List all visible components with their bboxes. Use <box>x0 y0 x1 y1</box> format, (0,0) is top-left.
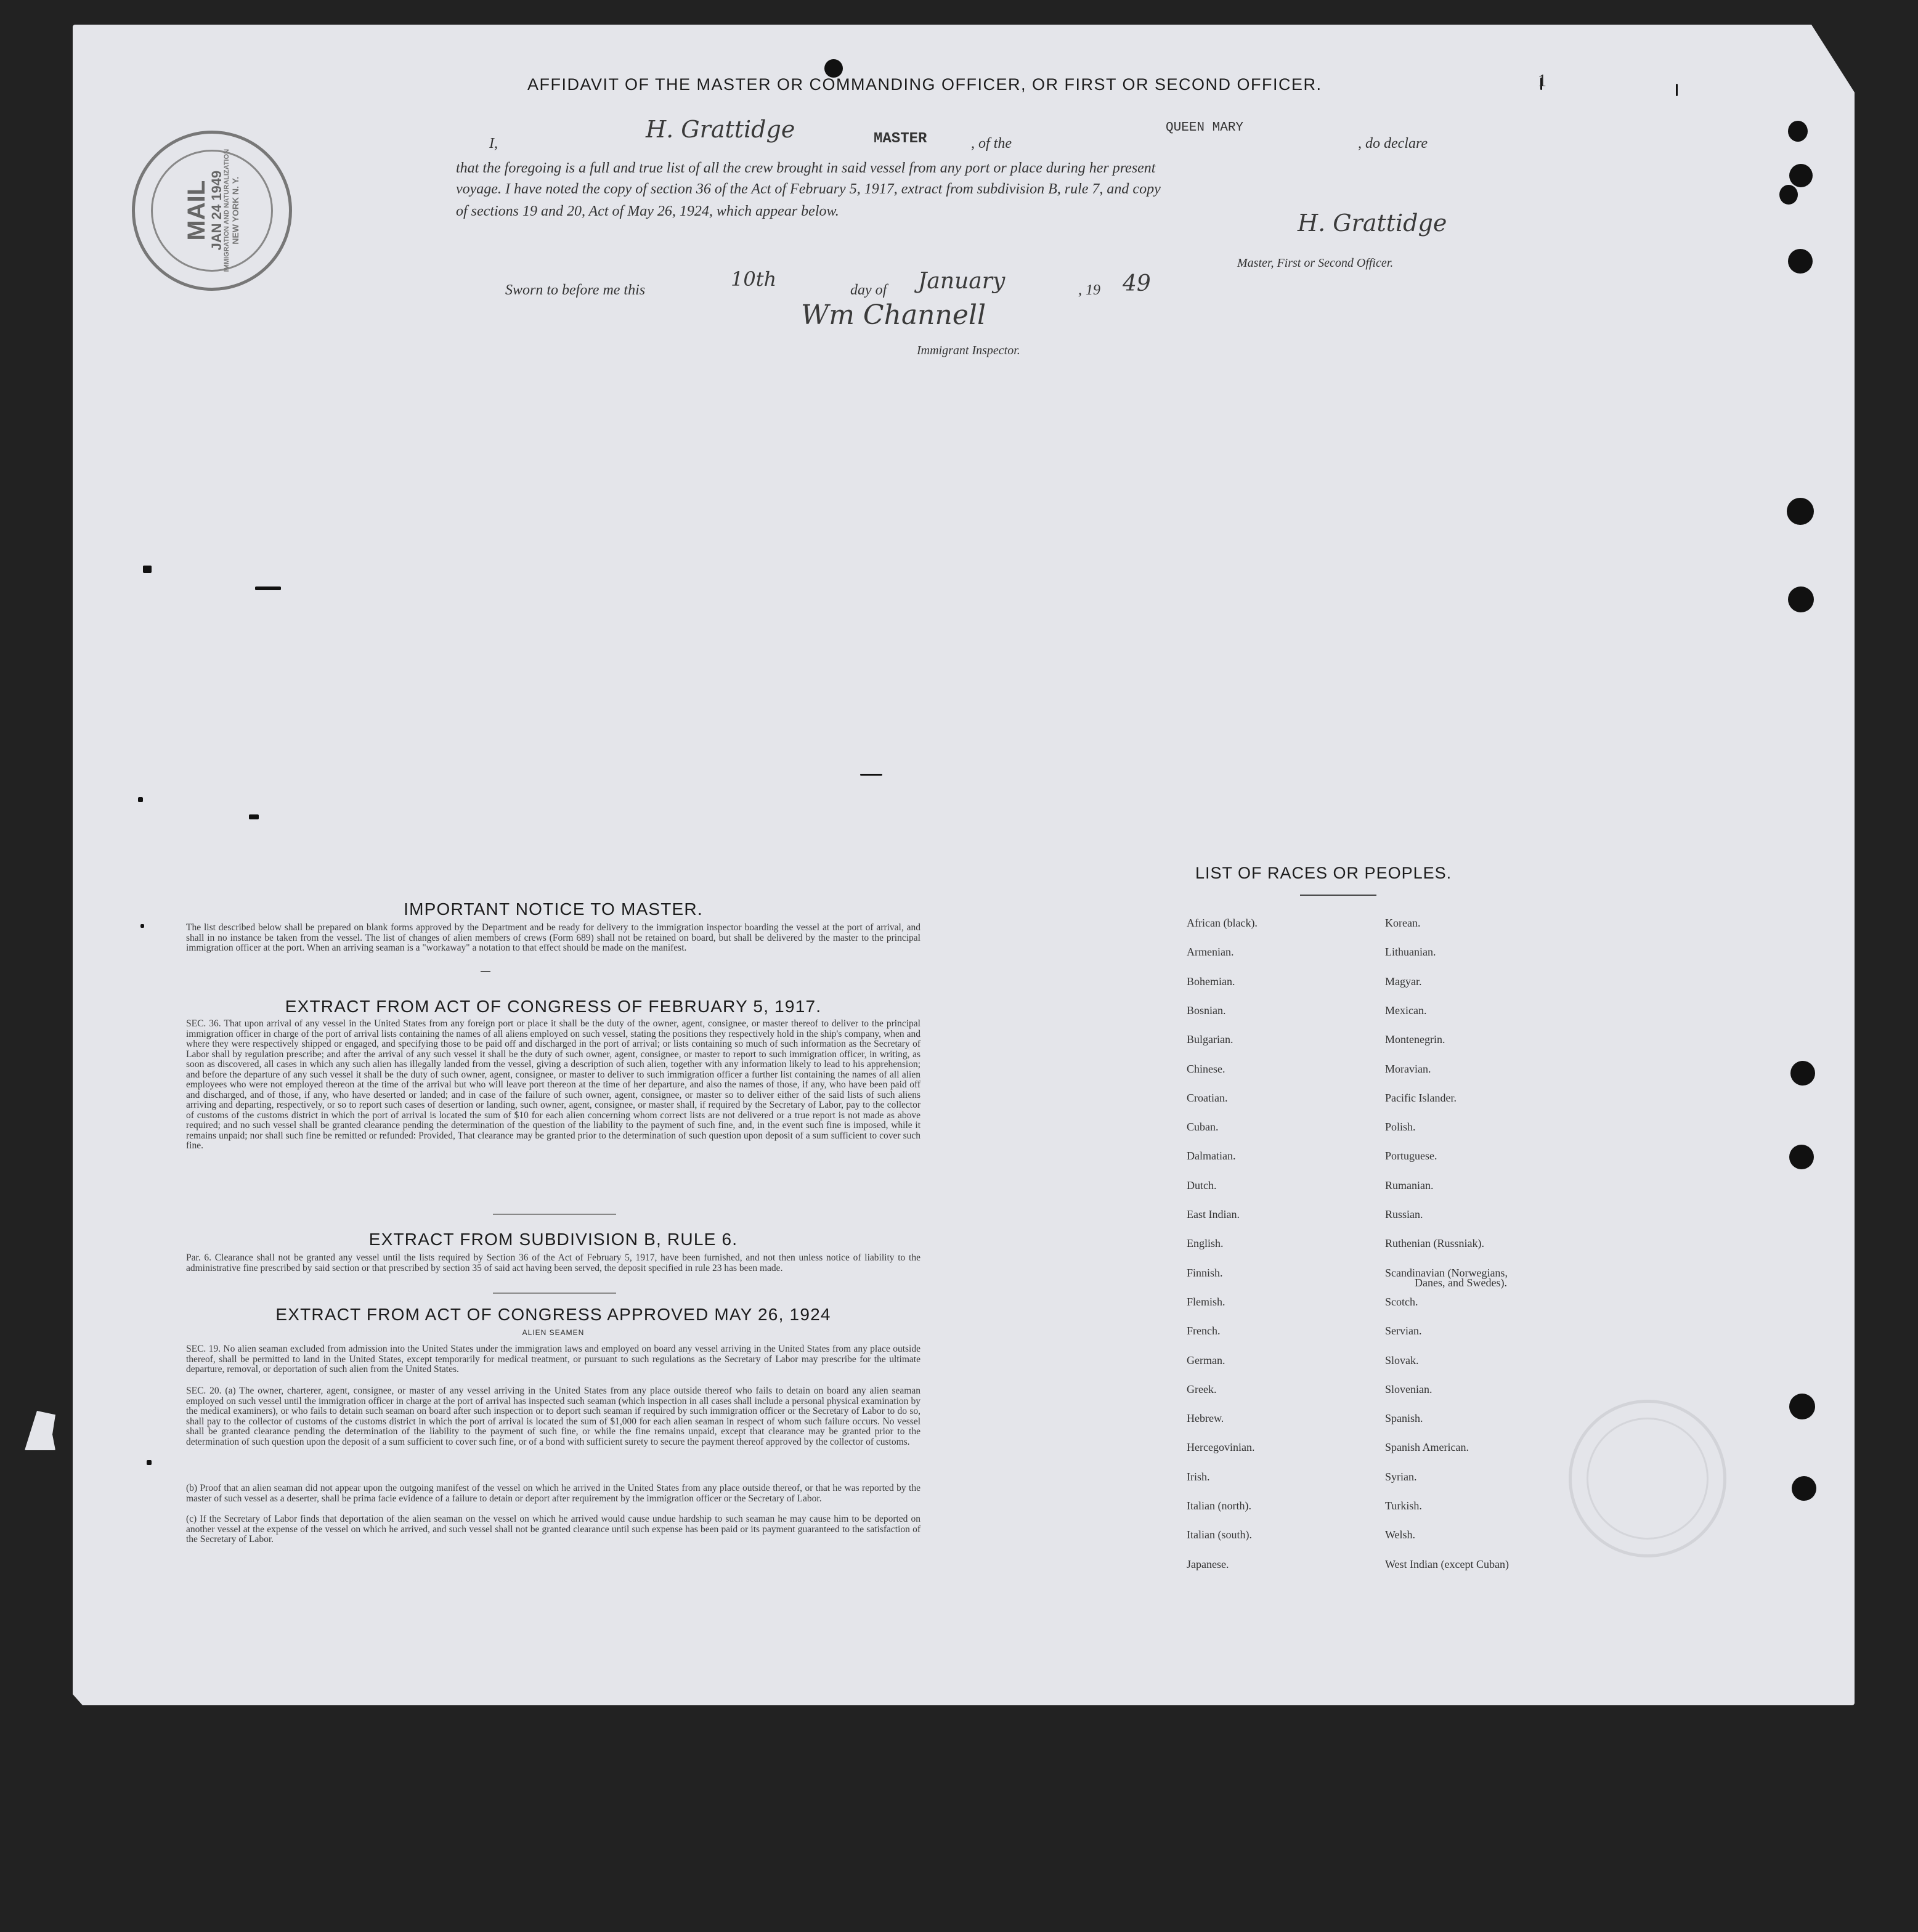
race-item: Hebrew. <box>1187 1412 1224 1424</box>
race-item: Irish. <box>1187 1471 1210 1483</box>
race-item: Dalmatian. <box>1187 1150 1236 1162</box>
race-item: African (black). <box>1187 917 1258 929</box>
race-item: Rumanian. <box>1385 1179 1434 1191</box>
day-of-label: day of <box>850 282 887 298</box>
race-item: Italian (south). <box>1187 1528 1252 1541</box>
divider <box>481 971 490 972</box>
race-item: Scandinavian (Norwegians, <box>1385 1267 1508 1279</box>
speck <box>147 1460 152 1465</box>
punch-hole <box>1789 164 1813 187</box>
race-item: Pacific Islander. <box>1385 1092 1457 1104</box>
race-item: Bosnian. <box>1187 1004 1226 1017</box>
race-item: Moravian. <box>1385 1063 1431 1075</box>
inspector-caption: Immigrant Inspector. <box>917 344 1020 357</box>
of-the-label: , of the <box>971 136 1012 152</box>
race-item: Bohemian. <box>1187 975 1235 988</box>
race-item: French. <box>1187 1325 1221 1337</box>
extract-1924-title: EXTRACT FROM ACT OF CONGRESS APPROVED MAY 26, 1924 <box>275 1305 831 1324</box>
speck <box>140 924 144 928</box>
race-item: Japanese. <box>1187 1558 1229 1570</box>
master-caption: Master, First or Second Officer. <box>1237 256 1394 270</box>
mail-received-stamp <box>132 131 292 291</box>
extract-1917-text: SEC. 36. That upon arrival of any vessel in the United States from any foreign port or place it shall be the duty of the owner, agent, consignee, or master thereof to deliver to the principal immigration officer in charge of the port of arrival lists containing the names of all aliens employed on such vessel, stating the positions they respectively hold in the ship's company, when and where they were respectively shipped or engaged, and specifying those to be paid off and discharged in the port of arrival; or lists containing so much of such information as the Secretary of Labor shall by regulation prescribe; and after the arrival of any such vessel it shall be the duty of such owner, agent, consignee, or master to report to such immigration officer, in writing, as soon as discovered, all cases in which any such alien has illegally landed from the vessel, giving a description of such alien, together with any information likely to lead to his apprehension; and before the departure of any such vessel it shall be the duty of such owner, agent, consignee, or master to deliver to such immigration officer a further list containing the names of all alien employees who were not employed thereon at the time of the arrival but who will leave port thereon at the time of her departure, and also the names of those, if any, who have been paid off and discharged, and of those, if any, who have deserted or landed; and in case of the failure of such owner, agent, consignee, or master so to deliver either of the said lists of such aliens arriving and departing, respectively, or so to report such cases of desertion or landing, such owner, agent, consignee, or master shall, if required by the Secretary of Labor, pay to the collector of customs of the customs district in which the port of arrival is located the sum of $10 for each alien concerning whom correct lists are not delivered or a true report is not made as above required; and no such vessel shall be granted clearance pending the determination of the question of the liability to the payment of such fine, and, in the event such fine is imposed, while it remains unpaid; nor shall such fine be remitted or refunded: Provided, That clearance may be granted prior to the determination of such question upon deposit of a sum sufficient to cover such fine. <box>186 1018 920 1151</box>
race-item: Ruthenian (Russniak). <box>1385 1237 1484 1249</box>
race-item: Russian. <box>1385 1208 1423 1220</box>
race-item: Portuguese. <box>1385 1150 1437 1162</box>
faint-stamp-ghost <box>1569 1400 1726 1557</box>
vessel-name: QUEEN MARY <box>1166 121 1244 135</box>
race-item: Mexican. <box>1385 1004 1427 1017</box>
speck <box>860 774 882 776</box>
year-suffix: 49 <box>1123 271 1151 296</box>
master-signature-top: H. Grattidge <box>646 116 795 143</box>
punch-hole <box>1779 185 1798 205</box>
stamp-date: JAN 24 1949 <box>209 171 225 251</box>
race-item: Servian. <box>1385 1325 1422 1337</box>
race-item: Korean. <box>1385 917 1421 929</box>
extract-1917-title: EXTRACT FROM ACT OF CONGRESS OF FEBRUARY 5, 1917. <box>285 997 822 1016</box>
race-item: German. <box>1187 1354 1225 1366</box>
stamp-org: IMMIGRATION AND NATURALIZATION <box>223 149 231 272</box>
race-continuation: Danes, and Swedes). <box>1415 1276 1507 1289</box>
punch-hole <box>1788 586 1814 612</box>
speck <box>138 797 143 802</box>
punch-hole <box>1788 249 1813 274</box>
paper-tear <box>25 1411 55 1450</box>
race-item: Magyar. <box>1385 975 1422 988</box>
sec-20a-text: SEC. 20. (a) The owner, charterer, agent, consignee, or master of any vessel arriving in the United States from any place outside thereof who fails to detain on board any alien seaman employed on such vessel until the immigration officer in charge at the port of arrival has inspected such seaman (which inspection in all cases shall include a personal physical examination by the medical examiners), or who fails to detain such seaman on board after such inspection or to deport such seaman if required by such immigration officer or the Secretary of Labor to do so, shall pay to the collector of customs of the customs district in which the port of arrival is located the sum of $1,000 for each alien seaman in respect of whom such failure occurs. No vessel shall be granted clearance pending the determination of the liability to the payment of such fine, or while the fine remains unpaid, except that clearance may be granted prior to the determination of such question upon the deposit of a sum sufficient to cover such fine, or of a bond with sufficient surety to secure the payment thereof approved by the collector of customs. <box>186 1386 920 1447</box>
race-item: Spanish. <box>1385 1412 1423 1424</box>
punch-hole <box>1790 1061 1815 1086</box>
race-item: Spanish American. <box>1385 1441 1469 1453</box>
race-item: West Indian (except Cuban) <box>1385 1558 1509 1570</box>
race-item: Flemish. <box>1187 1296 1225 1308</box>
alien-seamen-subtitle: ALIEN SEAMEN <box>522 1328 585 1337</box>
rule-6-title: EXTRACT FROM SUBDIVISION B, RULE 6. <box>368 1230 738 1249</box>
race-item: Finnish. <box>1187 1267 1223 1279</box>
affidavit-line-3: voyage. I have noted the copy of section 36 of the Act of February 5, 1917, extract from subdivision B, rule 7, and copy <box>456 181 1161 197</box>
race-item: Bulgarian. <box>1187 1033 1233 1045</box>
sworn-day: 10th <box>731 267 777 291</box>
sec-20c-text: (c) If the Secretary of Labor finds that deportation of the alien seaman on the vessel on which he arrived would cause undue hardship to such seaman he may cause him to be deported on another vessel at the expense of the vessel on which he arrived, and such vessel shall not be granted clearance until such expense has been paid or its payment guaranteed to the satisfaction of the Secretary of Labor. <box>186 1514 920 1544</box>
year-prefix: , 19 <box>1078 282 1100 298</box>
page-number: 1 <box>1538 71 1546 91</box>
race-item: East Indian. <box>1187 1208 1240 1220</box>
divider <box>493 1293 616 1294</box>
inspector-signature: Wm Channell <box>801 299 986 331</box>
race-item: English. <box>1187 1237 1224 1249</box>
notice-title: IMPORTANT NOTICE TO MASTER. <box>404 899 703 919</box>
punch-hole <box>1788 121 1808 142</box>
race-item: Greek. <box>1187 1383 1217 1395</box>
race-item: Syrian. <box>1385 1471 1417 1483</box>
punch-hole <box>1787 498 1814 525</box>
speck <box>249 814 259 819</box>
rank-value: MASTER <box>874 131 927 147</box>
race-item: Dutch. <box>1187 1179 1217 1191</box>
race-item: Chinese. <box>1187 1063 1225 1075</box>
race-item: Polish. <box>1385 1121 1416 1133</box>
divider <box>1300 895 1376 896</box>
race-item: Cuban. <box>1187 1121 1219 1133</box>
rule-6-text: Par. 6. Clearance shall not be granted any vessel until the lists required by Section 36 of the Act of February 5, 1917, have been furnished, and not then unless notice of liability to the administrative fine prescribed by said section or that prescribed by section 35 of said act having been served, the deposit specified in rule 23 has been made. <box>186 1252 920 1273</box>
divider <box>493 1214 616 1215</box>
stamp-word: MAIL <box>183 181 211 241</box>
sworn-month: January <box>918 269 1006 294</box>
race-item: Scotch. <box>1385 1296 1418 1308</box>
sec-19-text: SEC. 19. No alien seaman excluded from admission into the United States under the immigration laws and employed on board any vessel arriving in the United States from any place outside thereof, shall be permitted to land in the United States, except temporarily for medical treatment, or pursuant to such regulations as the Secretary of Labor may prescribe for the ultimate departure, removal, or deportation of such alien from the United States. <box>186 1344 920 1374</box>
affidavit-title: AFFIDAVIT OF THE MASTER OR COMMANDING OFFICER, OR FIRST OR SECOND OFFICER. <box>527 75 1322 94</box>
race-item: Lithuanian. <box>1385 946 1436 958</box>
race-item: Slovenian. <box>1385 1383 1432 1395</box>
do-declare-label: , do declare <box>1358 136 1428 152</box>
punch-hole <box>1789 1145 1814 1169</box>
race-item: Slovak. <box>1385 1354 1419 1366</box>
race-item: Montenegrin. <box>1385 1033 1445 1045</box>
race-item: Hercegovinian. <box>1187 1441 1255 1453</box>
affidavit-line-2: that the foregoing is a full and true list of all the crew brought in said vessel from any port or place during her present <box>456 160 1156 176</box>
stamp-city: NEW YORK N. Y. <box>230 177 240 245</box>
race-item: Italian (north). <box>1187 1500 1251 1512</box>
affidavit-i-label: I, <box>489 136 498 152</box>
speck <box>143 566 152 573</box>
affidavit-line-4: of sections 19 and 20, Act of May 26, 1924, which appear below. <box>456 203 839 219</box>
punch-hole <box>1789 1394 1815 1419</box>
sec-20b-text: (b) Proof that an alien seaman did not appear upon the outgoing manifest of the vessel on which he arrived in the United States from any place outside thereof, or that he was reported by the master of such vessel as a deserter, shall be prima facie evidence of a failure to detain or deport after requirement by the immigration officer or the Secretary of Labor. <box>186 1483 920 1504</box>
race-item: Turkish. <box>1385 1500 1422 1512</box>
master-signature-bottom: H. Grattidge <box>1298 209 1447 237</box>
race-item: Welsh. <box>1385 1528 1416 1541</box>
speck <box>1676 84 1678 96</box>
sworn-label: Sworn to before me this <box>505 282 646 298</box>
races-title: LIST OF RACES OR PEOPLES. <box>1195 864 1452 882</box>
speck <box>255 586 281 590</box>
notice-text: The list described below shall be prepared on blank forms approved by the Department and be ready for delivery to the immigration inspector boarding the vessel at the port of arrival, and shall in no instance be taken from the vessel. The list of changes of alien members of crews (Form 689) shall not be retained on board, but shall be delivered by the master to the principal immigration officer at the port. When an arriving seaman is a "workaway" a notation to that effect should be made on the manifest. <box>186 922 920 953</box>
punch-hole <box>1792 1476 1816 1501</box>
race-item: Armenian. <box>1187 946 1234 958</box>
race-item: Croatian. <box>1187 1092 1228 1104</box>
